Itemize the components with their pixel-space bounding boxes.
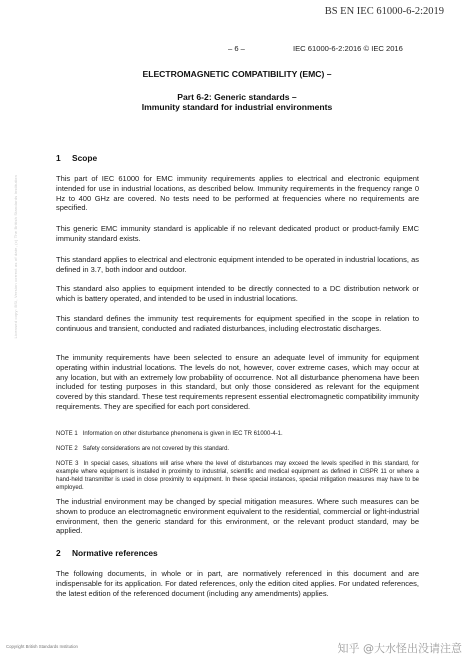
document-subtitle: Part 6-2: Generic standards – <box>177 92 297 102</box>
document-title: ELECTROMAGNETIC COMPATIBILITY (EMC) – <box>142 69 332 79</box>
note-label: NOTE 3 <box>56 461 79 467</box>
standard-id-header: BS EN IEC 61000-6-2:2019 <box>324 6 444 17</box>
scope-paragraph: This standard also applies to equipment intended to be directly connected to a DC distribution network or which is battery operated, and intended to be used in industrial locations. <box>56 284 419 303</box>
copyright-footer: Copyright British Standards Institution <box>6 644 78 649</box>
note-item <box>56 445 419 453</box>
note-text: In special cases, situations will arise where the level of disturbances may exceed the levels specified in this standard, for example where equipment is installed in proximity to industrial, scientific and medical equipment as defined in CISPR 11 or where a hand-held transmitter is used in close proximity to equipment. In these special instances, special mitigation measures may have to be employed. <box>56 461 419 491</box>
note-text: Information on other disturbance phenomena is given in IEC TR 61000-4-1. <box>82 431 283 437</box>
scope-paragraph: This standard defines the immunity test requirements for equipment specified in the scope in relation to continuous and transient, conducted and radiated disturbances, including electrostatic discharges. <box>56 314 419 333</box>
note-item <box>56 460 419 492</box>
mitigation-paragraph: The industrial environment may be changed by special mitigation measures. Where such measures can be shown to produce an electromagnetic environment equivalent to the residential, commercial or light-industrial environment, then the generic standard for this environment, or the relevant product standard, may be applied. <box>56 497 419 536</box>
section-number: 2 <box>56 548 61 558</box>
scope-paragraph: This generic EMC immunity standard is applicable if no relevant dedicated product or product-family EMC immunity standard exists. <box>56 224 419 243</box>
section-title: Scope <box>72 153 98 163</box>
page-number: – 6 – <box>228 44 245 53</box>
normative-paragraph: The following documents, in whole or in part, are normatively referenced in this document and are indispensable for its application. For dated references, only the edition cited applies. For undated references, the latest edition of the referenced document (including any amendments) applies. <box>56 569 419 598</box>
scope-paragraph: This standard applies to electrical and electronic equipment intended to be operated in industrial locations, as defined in 3.7, both indoor and outdoor. <box>56 255 419 274</box>
note-item <box>56 430 419 438</box>
section-heading-normative-references <box>56 548 158 558</box>
license-sidebar-text: Licensed copy: BSI, Version correct as of date, (c) The British Standards Institution <box>13 175 18 339</box>
note-label: NOTE 1 <box>56 431 78 437</box>
note-label: NOTE 2 <box>56 446 78 452</box>
watermark: 知乎 @大水怪出没请注意 <box>337 642 462 655</box>
note-text: Safety considerations are not covered by this standard. <box>82 446 230 452</box>
section-number: 1 <box>56 153 61 163</box>
document-subtitle-2: Immunity standard for industrial environments <box>141 102 333 112</box>
section-title: Normative references <box>72 548 158 558</box>
section-heading-scope <box>56 153 97 163</box>
document-reference: IEC 61000-6-2:2016 © IEC 2016 <box>293 44 403 53</box>
scope-paragraph: The immunity requirements have been selected to ensure an adequate level of immunity for equipment operating within industrial locations. The levels do not, however, cover extreme cases, which may occur at any location, but with an extremely low probability of occurrence. Not all disturbance phenomena have been included for testing purposes in this standard, but only those considered as relevant for the equipment covered by this standard. These test requirements represent essential electromagnetic compatibility immunity requirements. They are specified for each port considered. <box>56 353 419 411</box>
scope-paragraph: This part of IEC 61000 for EMC immunity requirements applies to electrical and electronic equipment intended for use in industrial locations, as described below. Immunity requirements in the frequency range 0 Hz to 400 GHz are covered. No tests need to be performed at frequencies where no requirements are specified. <box>56 174 419 213</box>
